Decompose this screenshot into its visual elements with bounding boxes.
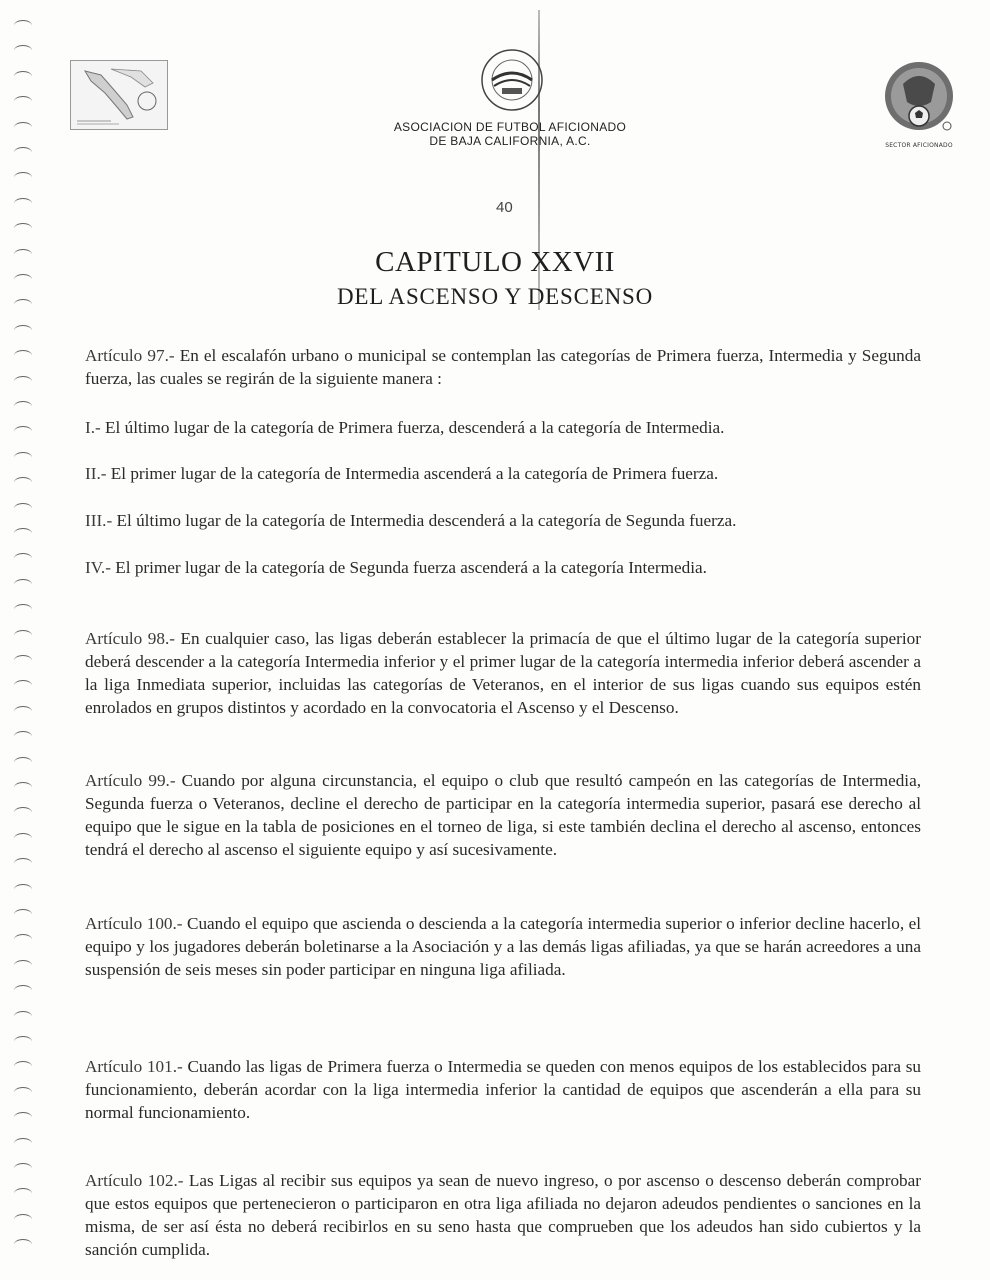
binder-ring — [14, 909, 32, 920]
association-header — [360, 120, 660, 148]
article-101 — [85, 1055, 921, 1124]
binder-ring — [14, 757, 32, 768]
article-100-label: Artículo 100.- — [85, 914, 183, 933]
list-item — [85, 462, 718, 485]
binder-ring — [14, 782, 32, 793]
article-99 — [85, 769, 921, 861]
binder-ring — [14, 426, 32, 437]
article-97 — [85, 344, 921, 390]
list-item-text: El primer lugar de la categoría de Segunda fuerza ascenderá a la categoría Intermedia. — [110, 558, 707, 577]
article-97-label: Artículo 97.- — [85, 346, 175, 365]
article-101-text: Cuando las ligas de Primera fuerza o Intermedia se queden con menos equipos de los establecidos para su funcionamiento, deberán acordar con la liga intermedia inferior la cantidad de equipos que ascenderán a ella para su normal funcionamiento. — [85, 1057, 921, 1122]
page-number: 40 — [496, 199, 513, 216]
binder-ring — [14, 503, 32, 514]
binder-ring — [14, 401, 32, 412]
binder-ring — [14, 1112, 32, 1123]
binder-ring — [14, 528, 32, 539]
binder-ring — [14, 1087, 32, 1098]
binder-ring — [14, 960, 32, 971]
list-item — [85, 416, 724, 439]
binder-ring — [14, 1011, 32, 1022]
binder-ring — [14, 985, 32, 996]
binder-ring — [14, 1036, 32, 1047]
binder-ring — [14, 1138, 32, 1149]
binder-ring — [14, 350, 32, 361]
article-102 — [85, 1169, 921, 1261]
article-99-label: Artículo 99.- — [85, 771, 176, 790]
binder-ring — [14, 1214, 32, 1225]
binder-ring — [14, 452, 32, 463]
binder-ring — [14, 604, 32, 615]
list-item-text: El último lugar de la categoría de Intermedia descenderá a la categoría de Segunda fuerza. — [112, 511, 737, 530]
list-item-label: II.- — [85, 464, 107, 483]
list-item-label: III.- — [85, 511, 113, 530]
article-99-text: Cuando por alguna circunstancia, el equipo o club que resultó campeón en las categorías de Intermedia, Segunda fuerza o Veteranos, decline el derecho de participar en la categoría intermedia superior, pasará ese derecho al equipo que le sigue en la tabla de posiciones en el torneo de liga, si este también declina el derecho al ascenso, entonces tendrá el derecho al ascenso el siguiente equipo y así sucesivamente. — [85, 771, 921, 859]
article-102-text: Las Ligas al recibir sus equipos ya sean de nuevo ingreso, o por ascenso o descenso deberán comprobar que estos equipos que pertenecieron o participaron en otra liga afiliada no dejaron adeudos pendientes o sanciones en la misma, de ser así ésta no deberá recibirlos en su seno hasta que comprueben que los adeudos han sido cubiertos y la sanción cumplida. — [85, 1171, 921, 1259]
list-item — [85, 509, 736, 532]
list-item-label: I.- — [85, 418, 101, 437]
binder-ring — [14, 325, 32, 336]
article-100 — [85, 912, 921, 981]
futbol-mexicano-logo — [476, 44, 548, 116]
binder-ring — [14, 579, 32, 590]
seleccion-mexicana-crest — [876, 58, 962, 148]
binder-rings — [14, 20, 38, 1270]
binder-ring — [14, 198, 32, 209]
binder-ring — [14, 1239, 32, 1250]
binder-ring — [14, 1188, 32, 1199]
binder-ring — [14, 71, 32, 82]
binder-ring — [14, 96, 32, 107]
article-98-text: En cualquier caso, las ligas deberán establecer la primacía de que el último lugar de la categoría superior deberá descender a la categoría Intermedia inferior y el primer lugar de la categoría intermedia inferior deberá ascender a la liga Inmediata superior, incluidas las categorías de Veteranos, en el interior de sus ligas cuando sus equipos estén enrolados en grupos distintos y acordado en la convocatoria el Ascenso y el Descenso. — [85, 629, 921, 717]
binder-ring — [14, 477, 32, 488]
chapter-subtitle: DEL ASCENSO Y DESCENSO — [337, 284, 653, 309]
binder-ring — [14, 934, 32, 945]
binder-ring — [14, 655, 32, 666]
binder-ring — [14, 223, 32, 234]
binder-ring — [14, 807, 32, 818]
binder-ring — [14, 731, 32, 742]
association-line-2: DE BAJA CALIFORNIA, A.C. — [429, 134, 591, 148]
binder-ring — [14, 553, 32, 564]
article-102-label: Artículo 102.- — [85, 1171, 184, 1190]
binder-ring — [14, 833, 32, 844]
binder-ring — [14, 147, 32, 158]
list-item-label: IV.- — [85, 558, 111, 577]
binder-ring — [14, 1163, 32, 1174]
binder-ring — [14, 706, 32, 717]
article-97-text: En el escalafón urbano o municipal se contemplan las categorías de Primera fuerza, Intermedia y Segunda fuerza, las cuales se regirán de la siguiente manera : — [85, 346, 921, 388]
article-101-label: Artículo 101.- — [85, 1057, 183, 1076]
binder-ring — [14, 376, 32, 387]
binder-ring — [14, 20, 32, 31]
binder-ring — [14, 858, 32, 869]
chapter-title: CAPITULO XXVII — [375, 246, 615, 278]
binder-ring — [14, 122, 32, 133]
binder-ring — [14, 884, 32, 895]
association-line-1: ASOCIACION DE FUTBOL AFICIONADO — [393, 120, 627, 134]
list-item — [85, 556, 707, 579]
list-item-text: El último lugar de la categoría de Primera fuerza, descenderá a la categoría de Intermedia. — [100, 418, 725, 437]
binder-ring — [14, 1061, 32, 1072]
baja-california-map-logo — [70, 60, 168, 130]
sector-aficionado-caption: SECTOR AFICIONADO — [885, 142, 953, 149]
article-98-label: Artículo 98.- — [85, 629, 176, 648]
article-100-text: Cuando el equipo que ascienda o descienda a la categoría intermedia superior o inferior decline hacerlo, el equipo y los jugadores deberán boletinarse a la Asociación y a las demás ligas afiliadas, ya que se harán acreedores a una suspensión de seis meses sin poder participar en ninguna liga afiliada. — [85, 914, 921, 979]
binder-ring — [14, 630, 32, 641]
binder-ring — [14, 680, 32, 691]
article-98 — [85, 627, 921, 719]
binder-ring — [14, 172, 32, 183]
list-item-text: El primer lugar de la categoría de Intermedia ascenderá a la categoría de Primera fuerza. — [106, 464, 719, 483]
binder-ring — [14, 45, 32, 56]
